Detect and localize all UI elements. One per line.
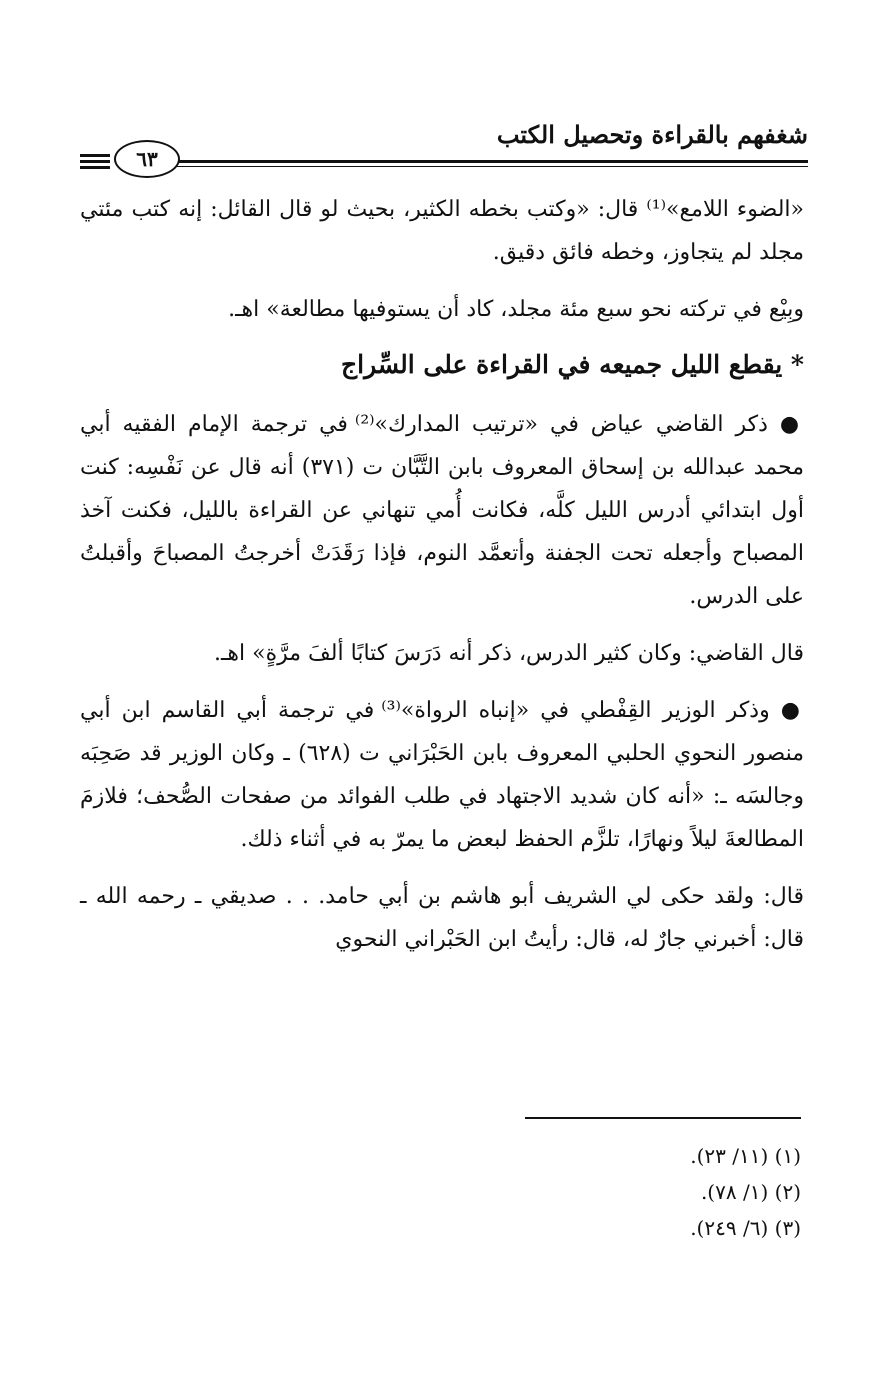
running-header [80, 120, 808, 180]
footnotes [401, 1138, 801, 1246]
paragraph-5: ● وذكر الوزير القِفْطي في «إنباه الرواة»⁽³⁾ في ترجمة أبي القاسم ابن أبي منصور النحوي الحلبي المعروف بابن الحَبْرَاني ت (٦٢٨) ـ وكان الوزير قد صَحِبَه وجالسَه ـ: «أنه كان شديد الاجتهاد في طلب الفوائد من صفحات الصُّحف؛ فلازمَ المطالعةَ ليلاً ونهارًا، تلزَّم الحفظ لبعض ما يمرّ به في أثناء ذلك. [80, 698, 805, 852]
paragraph-2: وبِيْع في تركته نحو سبع مئة مجلد، كاد أن يستوفيها مطالعة» اهـ. [228, 297, 804, 322]
header-rule-thin [176, 166, 808, 167]
page-number: ٦٣ [114, 140, 180, 178]
footnote-3: (٣) (٦/ ٢٤٩). [690, 1216, 801, 1240]
header-rule-thick [176, 160, 808, 163]
chapter-title: شغفهم بالقراءة وتحصيل الكتب [496, 120, 808, 149]
header-dash-bottom [80, 166, 110, 169]
footnote-1: (١) (١١/ ٢٣). [690, 1144, 801, 1168]
header-dash-top [80, 154, 110, 157]
section-heading: * يقطع الليل جميعه في القراءة على السِّراج [340, 350, 804, 379]
main-text [80, 188, 804, 971]
paragraph-3: ● ذكر القاضي عياض في «ترتيب المدارك»⁽²⁾ في ترجمة الإمام الفقيه أبي محمد عبدالله بن إسحاق المعروف بابن التَّبَّان ت (٣٧١) أنه قال عن نَفْسِه: كنت أول ابتدائي أدرس الليل كلَّه، فكانت أُمي تنهاني عن القراءة بالليل، فكنت آخذ المصباح وأجعله تحت الجفنة وأتعمَّد النوم، فإذا رَقَدَتْ أخرجتُ المصباحَ وأقبلتُ على الدرس. [80, 412, 805, 609]
paragraph-1: «الضوء اللامع»⁽¹⁾ قال: «وكتب بخطه الكثير، بحيث لو قال القائل: إنه كتب مئتي مجلد لم يتجاوز، وخطه فائق دقيق. [80, 197, 804, 265]
footnote-2: (٢) (١/ ٧٨). [700, 1180, 801, 1204]
footnote-separator [525, 1117, 801, 1119]
header-dash-middle [80, 160, 110, 163]
paragraph-6: قال: ولقد حكى لي الشريف أبو هاشم بن أبي حامد. . . صديقي ـ رحمه الله ـ قال: أخبرني جارٌ له، قال: رأيتُ ابن الحَبْراني النحوي [80, 884, 804, 952]
paragraph-4: قال القاضي: وكان كثير الدرس، ذكر أنه دَرَسَ كتابًا ألفَ مرَّةٍ» اهـ. [213, 641, 804, 666]
